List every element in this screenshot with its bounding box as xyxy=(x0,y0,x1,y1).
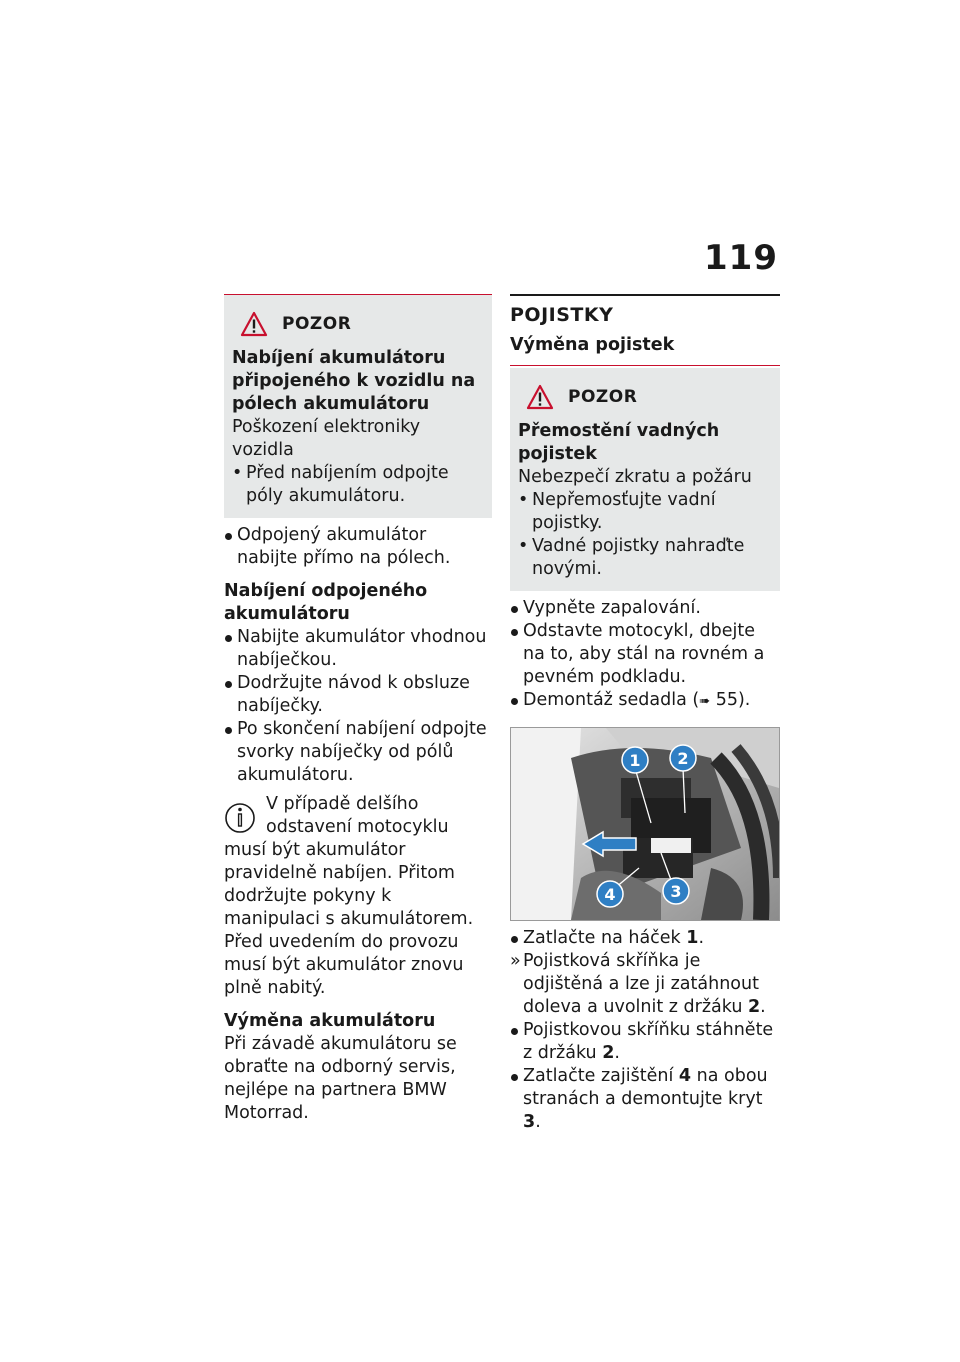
warning-actions xyxy=(232,462,484,508)
warning-title: POZOR xyxy=(568,386,638,407)
steps-list-fuses xyxy=(510,597,780,713)
warning-action: • Před nabíjením odpojte póly akumulátoru. xyxy=(232,462,484,508)
callout-1 xyxy=(622,747,648,773)
info-icon xyxy=(224,797,256,839)
battery-replacement-text: Při závadě akumulátoru se obraťte na odborný servis, nejlépe na partnera BMW Motorrad. xyxy=(224,1034,457,1123)
warning-box-battery xyxy=(224,294,492,518)
result-list xyxy=(510,950,780,1019)
list-item: Vypněte zapalování. xyxy=(510,597,780,620)
list-item: Po skončení nabíjení odpojte svorky nabíječky od pólů akumulátoru. xyxy=(224,718,492,787)
section-title: POJISTKY xyxy=(510,294,780,326)
info-note xyxy=(224,793,492,1000)
warning-action: • Nepřemosťujte vadní pojistky. xyxy=(518,489,772,535)
info-note-text: V případě delšího odstavení motocyklu musí být akumulátor pravidelně nabíjen. Přitom dodržujte pokyny k manipulaci s akumulátorem. Před uvedením do provozu musí být akumulátor znovu plně nabitý. xyxy=(224,794,474,998)
warning-hazard: Nebezpečí zkratu a požáru xyxy=(518,467,752,487)
warning-subject: Přemostění vadných pojistek xyxy=(518,421,720,464)
heading-charging-disconnected: Nabíjení odpojeného akumulátoru xyxy=(224,581,428,624)
ref-number: 3 xyxy=(523,1112,536,1132)
warning-subject: Nabíjení akumulátoru připojeného k vozidlu na pólech akumulátoru xyxy=(232,348,476,414)
ref-number: 2 xyxy=(602,1043,615,1063)
seat-step-text: Demontáž sedadla ( xyxy=(523,690,700,710)
result-item: » Pojistková skříňka je odjištěná a lze ji zatáhnout doleva a uvolnit z držáku 2. xyxy=(510,950,780,1019)
steps-list-2 xyxy=(224,626,492,787)
right-column xyxy=(510,294,780,1134)
callout-2 xyxy=(670,745,696,771)
fuse-box-illustration xyxy=(511,728,779,920)
callout-3 xyxy=(663,878,689,904)
list-item xyxy=(510,689,780,713)
list-item: Pojistkovou skříňku stáhněte z držáku 2. xyxy=(510,1019,780,1065)
list-item: Dodržujte návod k obsluze nabíječky. xyxy=(224,672,492,718)
svg-text:1: 1 xyxy=(629,751,641,770)
svg-text:2: 2 xyxy=(677,749,689,768)
svg-text:3: 3 xyxy=(670,882,682,901)
list-item: Zatlačte na háček 1. xyxy=(510,927,780,950)
steps-list-b xyxy=(510,1019,780,1134)
page-reference-arrow-icon: ➠ xyxy=(699,694,711,709)
ref-number: 1 xyxy=(686,928,699,948)
left-column xyxy=(224,294,492,1125)
list-item: Odpojený akumulátor nabijte přímo na pólech. xyxy=(224,524,492,570)
page-number: 119 xyxy=(704,238,778,278)
section-subtitle: Výměna pojistek xyxy=(510,334,780,366)
warning-hazard: Poškození elektroniky vozidla xyxy=(232,417,421,460)
ref-number: 4 xyxy=(678,1066,692,1086)
steps-list-a xyxy=(510,927,780,950)
warning-header xyxy=(518,378,772,416)
after-photo-steps xyxy=(510,927,780,1134)
warning-action: • Vadné pojistky nahraďte novými. xyxy=(518,535,772,581)
warning-title: POZOR xyxy=(282,313,352,334)
list-item: Nabijte akumulátor vhodnou nabíječkou. xyxy=(224,626,492,672)
warning-box-fuses xyxy=(510,368,780,591)
callout-4 xyxy=(597,881,623,907)
seat-step-ref[interactable]: 55). xyxy=(710,690,751,710)
warning-header xyxy=(232,305,484,343)
fuse-box-photo xyxy=(510,727,780,921)
steps-list-1 xyxy=(224,524,492,570)
list-item: Zatlačte zajištění 4 na obou stranách a demontujte kryt 3. xyxy=(510,1065,780,1134)
heading-battery-replacement: Výměna akumulátoru xyxy=(224,1011,436,1031)
warning-triangle-icon xyxy=(240,311,268,337)
ref-number: 2 xyxy=(747,997,761,1017)
warning-actions xyxy=(518,489,772,581)
list-item: Odstavte motocykl, dbejte na to, aby stál na rovném a pevném podkladu. xyxy=(510,620,780,689)
svg-text:4: 4 xyxy=(604,885,616,904)
warning-triangle-icon xyxy=(526,384,554,410)
